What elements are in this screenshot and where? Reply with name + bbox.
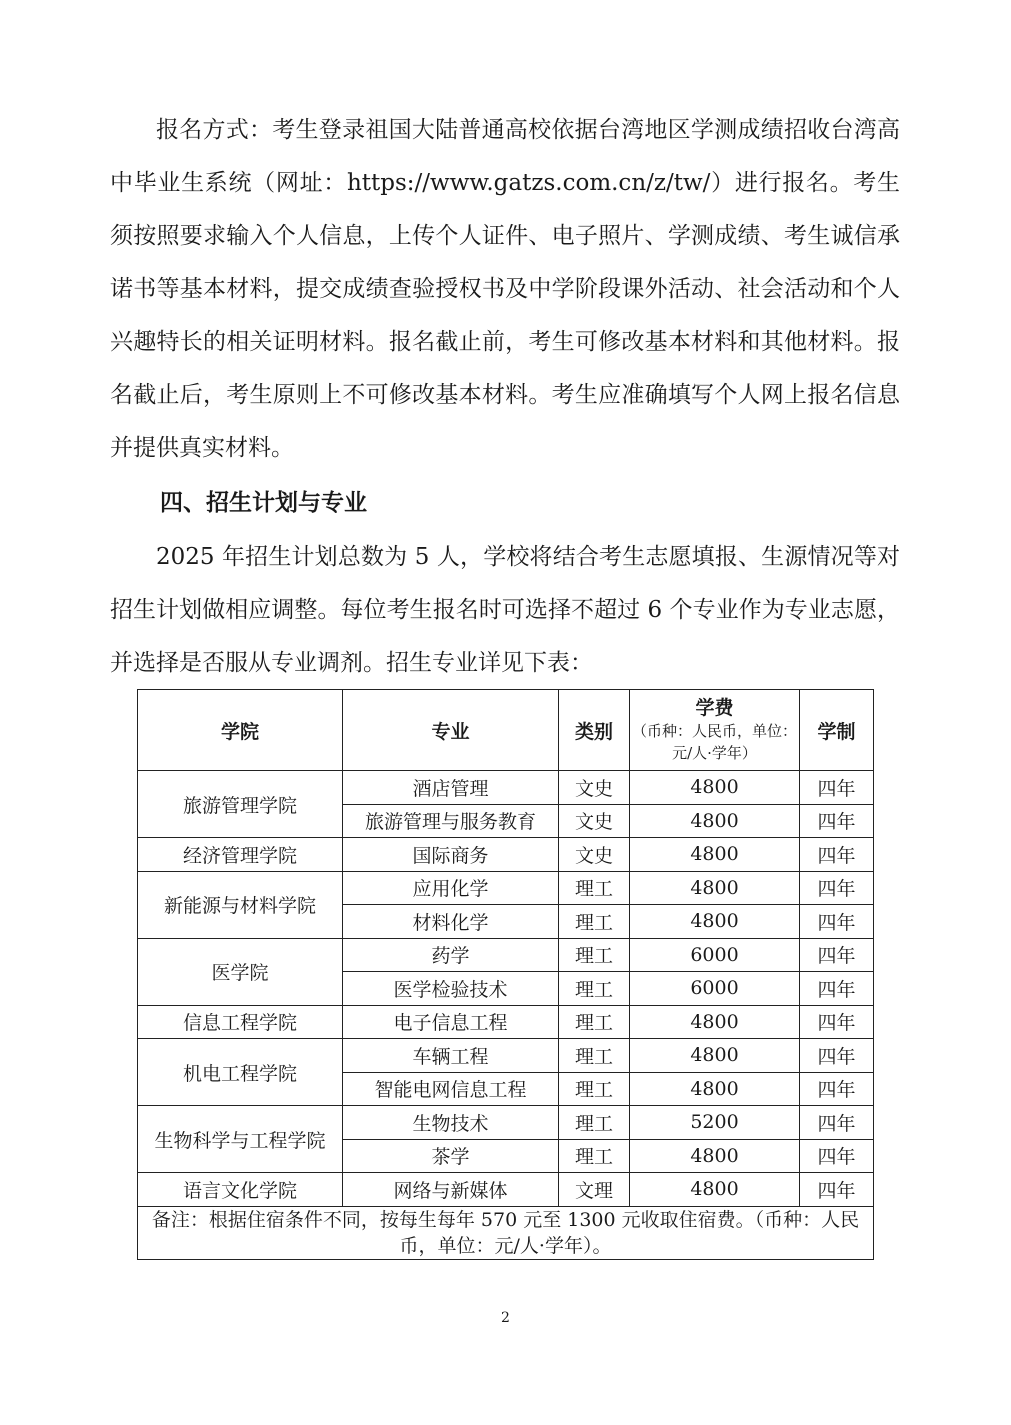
fee-cell: 4800 — [630, 1005, 800, 1039]
fee-cell: 4800 — [630, 871, 800, 905]
category-cell: 理工 — [559, 972, 630, 1006]
major-cell: 药学 — [343, 938, 559, 972]
college-cell: 经济管理学院 — [138, 838, 343, 872]
major-cell: 车辆工程 — [343, 1039, 559, 1073]
category-cell: 理工 — [559, 1005, 630, 1039]
category-cell: 理工 — [559, 1072, 630, 1106]
fee-cell: 4800 — [630, 1072, 800, 1106]
college-cell: 医学院 — [138, 938, 343, 1005]
major-cell: 电子信息工程 — [343, 1005, 559, 1039]
fee-cell: 6000 — [630, 938, 800, 972]
header-category: 类别 — [559, 690, 630, 771]
header-fee-unit: （币种：人民币，单位：元/人·学年） — [631, 722, 797, 762]
fee-cell: 4800 — [630, 1139, 800, 1173]
table-note-row — [138, 1206, 874, 1259]
duration-cell: 四年 — [800, 804, 874, 838]
table-note: 备注：根据住宿条件不同，按每生每年 570 元至 1300 元收取住宿费。（币种：人民币，单位：元/人·学年）。 — [138, 1206, 874, 1259]
major-cell: 酒店管理 — [343, 771, 559, 805]
college-cell: 语言文化学院 — [138, 1173, 343, 1207]
duration-cell: 四年 — [800, 1173, 874, 1207]
duration-cell: 四年 — [800, 938, 874, 972]
college-cell: 新能源与材料学院 — [138, 871, 343, 938]
fee-cell: 5200 — [630, 1106, 800, 1140]
duration-cell: 四年 — [800, 1072, 874, 1106]
section-heading: 四、招生计划与专业 — [160, 490, 367, 516]
table-row — [138, 1005, 874, 1039]
fee-cell: 4800 — [630, 804, 800, 838]
category-cell: 文史 — [559, 804, 630, 838]
header-duration: 学制 — [800, 690, 874, 771]
major-cell: 生物技术 — [343, 1106, 559, 1140]
duration-cell: 四年 — [800, 838, 874, 872]
major-cell: 智能电网信息工程 — [343, 1072, 559, 1106]
category-cell: 文理 — [559, 1173, 630, 1207]
table-row — [138, 771, 874, 805]
category-cell: 理工 — [559, 938, 630, 972]
college-cell: 旅游管理学院 — [138, 771, 343, 838]
header-fee — [630, 690, 800, 771]
table-row — [138, 871, 874, 905]
duration-cell: 四年 — [800, 771, 874, 805]
fee-cell: 4800 — [630, 1173, 800, 1207]
duration-cell: 四年 — [800, 1106, 874, 1140]
major-cell: 医学检验技术 — [343, 972, 559, 1006]
table-row — [138, 1106, 874, 1140]
category-cell: 理工 — [559, 1039, 630, 1073]
table-row — [138, 838, 874, 872]
major-cell: 国际商务 — [343, 838, 559, 872]
registration-paragraph: 报名方式：考生登录祖国大陆普通高校依据台湾地区学测成绩招收台湾高中毕业生系统（网址：https://www.gatzs.com.cn/z/tw/）进行报名。考生须按照要求输入个人信息，上传个人证件、电子照片、学测成绩、考生诚信承诺书等基本材料，提交成绩查验授权书及中学阶段课外活动、社会活动和个人兴趣特长的相关证明材料。报名截止前，考生可修改基本材料和其他材料。报名截止后，考生原则上不可修改基本材料。考生应准确填写个人网上报名信息并提供真实材料。 — [110, 117, 900, 461]
category-cell: 理工 — [559, 1139, 630, 1173]
header-college: 学院 — [138, 690, 343, 771]
duration-cell: 四年 — [800, 1139, 874, 1173]
table-header-row — [138, 690, 874, 771]
table-row — [138, 1039, 874, 1073]
duration-cell: 四年 — [800, 1005, 874, 1039]
category-cell: 文史 — [559, 771, 630, 805]
fee-cell: 4800 — [630, 905, 800, 939]
major-cell: 应用化学 — [343, 871, 559, 905]
duration-cell: 四年 — [800, 905, 874, 939]
category-cell: 理工 — [559, 871, 630, 905]
fee-cell: 4800 — [630, 1039, 800, 1073]
category-cell: 理工 — [559, 905, 630, 939]
duration-cell: 四年 — [800, 1039, 874, 1073]
plan-intro-paragraph: 2025 年招生计划总数为 5 人，学校将结合考生志愿填报、生源情况等对招生计划做相应调整。每位考生报名时可选择不超过 6 个专业作为专业志愿，并选择是否服从专业调剂。招生专业详见下表： — [110, 544, 900, 676]
table-row — [138, 938, 874, 972]
fee-cell: 4800 — [630, 771, 800, 805]
page-number: 2 — [501, 1310, 510, 1326]
duration-cell: 四年 — [800, 871, 874, 905]
table-row — [138, 1173, 874, 1207]
major-cell: 茶学 — [343, 1139, 559, 1173]
duration-cell: 四年 — [800, 972, 874, 1006]
category-cell: 理工 — [559, 1106, 630, 1140]
header-fee-title: 学费 — [695, 697, 734, 719]
major-cell: 网络与新媒体 — [343, 1173, 559, 1207]
header-major: 专业 — [343, 690, 559, 771]
fee-cell: 4800 — [630, 838, 800, 872]
admission-plan-table — [137, 689, 874, 1260]
college-cell: 机电工程学院 — [138, 1039, 343, 1106]
fee-cell: 6000 — [630, 972, 800, 1006]
major-cell: 材料化学 — [343, 905, 559, 939]
category-cell: 文史 — [559, 838, 630, 872]
major-cell: 旅游管理与服务教育 — [343, 804, 559, 838]
college-cell: 信息工程学院 — [138, 1005, 343, 1039]
college-cell: 生物科学与工程学院 — [138, 1106, 343, 1173]
